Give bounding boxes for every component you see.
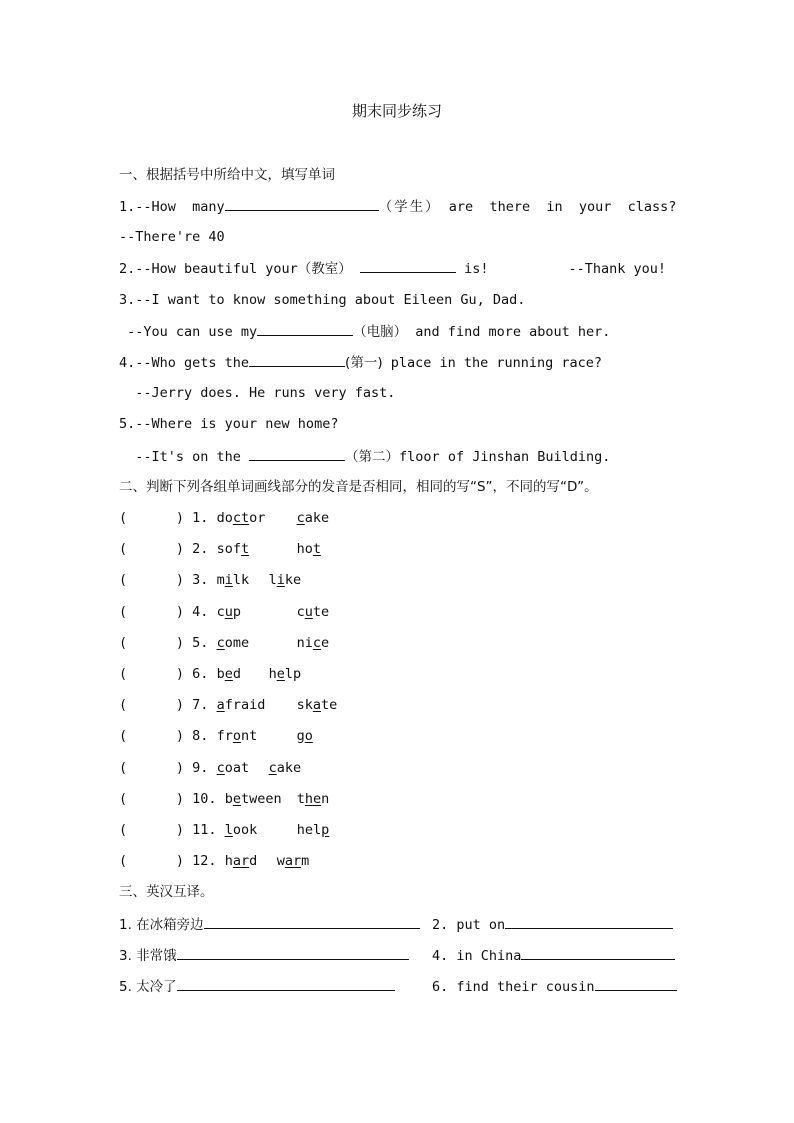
translation-row-1 (119, 914, 420, 934)
answer-paren[interactable]: ( ) (119, 510, 185, 526)
translation-blank[interactable] (177, 945, 409, 960)
item-number: 12. (192, 853, 217, 870)
underlined-sound: c (216, 759, 225, 776)
answer-blank-2[interactable] (360, 258, 456, 273)
question-3-line2 (119, 321, 610, 341)
question-5-line2 (119, 446, 610, 466)
q4-prefix: 4.--Who gets the (119, 355, 250, 371)
section1-heading: 一、根据括号中所给中文，填写单词 (119, 167, 335, 183)
question-5-line1: 5.--Where is your new home? (119, 416, 339, 432)
answer-blank-3[interactable] (257, 321, 353, 336)
word-2: help (296, 822, 330, 838)
translation-prompt: 1. 在冰箱旁边 (119, 917, 204, 933)
word-2: help (268, 666, 302, 682)
answer-paren[interactable]: ( ) (119, 728, 185, 745)
translation-row-2 (119, 945, 409, 965)
pronunciation-item (119, 726, 313, 746)
underlined-sound: i (276, 572, 285, 589)
q5-hint: （第二） (345, 449, 400, 465)
translation-prompt: 2. put on (432, 917, 506, 933)
question-1 (119, 196, 676, 216)
answer-paren[interactable]: ( ) (119, 759, 185, 776)
translation-row-3-right (432, 976, 677, 996)
word-1: afraid (216, 697, 266, 714)
pronunciation-item (119, 602, 329, 622)
underlined-sound: u (224, 603, 233, 620)
word-1: bed (216, 666, 241, 682)
translation-prompt: 5. 太冷了 (119, 979, 177, 995)
underlined-sound: e (276, 666, 285, 682)
q1-prefix: 1.--How many (119, 199, 225, 215)
q5-prefix: --It's on the (119, 449, 250, 465)
word-2: then (296, 790, 330, 807)
answer-paren[interactable]: ( ) (119, 572, 185, 589)
pronunciation-item (119, 570, 301, 590)
question-2 (119, 258, 666, 278)
pronunciation-item (119, 820, 329, 840)
underlined-sound: o (232, 728, 241, 745)
translation-row-1-right (432, 914, 673, 934)
underlined-sound: l (224, 822, 233, 838)
item-number: 7. (192, 697, 209, 714)
q1-hint: （学生） (378, 199, 441, 215)
word-1: come (216, 634, 250, 651)
answer-blank-1[interactable] (225, 196, 379, 211)
translation-row-3 (119, 976, 395, 996)
word-2: go (296, 728, 313, 745)
answer-paren[interactable]: ( ) (119, 634, 185, 651)
q1-suffix: are there in your class? (440, 199, 677, 215)
item-number: 11. (192, 822, 217, 838)
translation-blank[interactable] (505, 914, 673, 929)
question-3-line1: 3.--I want to know something about Eileen Gu, Dad. (119, 292, 526, 308)
underlined-sound: i (224, 572, 233, 589)
word-2: hot (296, 541, 321, 558)
translation-prompt: 4. in China (432, 948, 522, 964)
answer-paren[interactable]: ( ) (119, 790, 185, 807)
item-number: 10. (192, 790, 217, 807)
underlined-sound: a (312, 697, 321, 714)
q4-answer: --Jerry does. He runs very fast. (119, 385, 396, 401)
q5-suffix: floor of Jinshan Building. (399, 449, 611, 465)
item-number: 9. (192, 759, 209, 776)
answer-paren[interactable]: ( ) (119, 541, 185, 558)
word-2: cake (268, 759, 302, 776)
answer-paren[interactable]: ( ) (119, 603, 185, 620)
answer-blank-4[interactable] (249, 352, 345, 367)
section2-heading: 二、判断下列各组单词画线部分的发音是否相同，相同的写“S”，不同的写“D”。 (119, 479, 598, 495)
word-1: between (224, 790, 282, 807)
underlined-sound: ar (284, 853, 302, 870)
item-number: 8. (192, 728, 209, 745)
word-1: hard (224, 853, 258, 870)
word-2: skate (296, 697, 338, 714)
q3-hint: （电脑） (353, 324, 408, 340)
underlined-sound: a (216, 697, 225, 714)
item-number: 6. (192, 666, 209, 682)
underlined-sound: ar (232, 853, 250, 870)
q2-reply: --Thank you! (568, 261, 667, 277)
translation-prompt: 6. find their cousin (432, 979, 595, 995)
q4-hint: (第一) (345, 355, 383, 371)
underlined-sound: p (321, 822, 330, 838)
q3-prefix: --You can use my (119, 324, 258, 340)
underlined-sound: c (312, 634, 321, 651)
translation-blank[interactable] (521, 945, 675, 960)
pronunciation-item (119, 633, 329, 653)
word-1: front (216, 728, 258, 745)
section3-heading: 三、英汉互译。 (119, 884, 214, 900)
pronunciation-item (119, 508, 329, 528)
q4-suffix: place in the running race? (382, 355, 603, 371)
item-number: 3. (192, 572, 209, 589)
underlined-sound: e (224, 666, 233, 682)
word-1: milk (216, 572, 250, 589)
item-number: 1. (192, 510, 209, 526)
underlined-sound: t (312, 541, 321, 558)
pronunciation-item (119, 695, 337, 715)
answer-paren[interactable]: ( ) (119, 697, 185, 714)
item-number: 2. (192, 541, 209, 558)
translation-blank[interactable] (595, 976, 677, 991)
underlined-sound: he (304, 790, 322, 807)
word-2: cake (296, 510, 330, 526)
word-1: soft (216, 541, 250, 558)
underlined-sound: t (240, 541, 250, 558)
pronunciation-item (119, 851, 309, 871)
underlined-sound: c (296, 510, 305, 526)
underlined-sound: c (268, 759, 277, 776)
underlined-sound: u (304, 603, 313, 620)
underlined-sound: c (216, 634, 225, 651)
word-1: cup (216, 603, 241, 620)
worksheet-title: 期末同步练习 (351, 102, 442, 120)
word-2: like (268, 572, 302, 589)
translation-blank[interactable] (204, 914, 420, 929)
underlined-sound: ct (232, 510, 250, 526)
pronunciation-item (119, 539, 321, 559)
underlined-sound: e (232, 790, 241, 807)
pronunciation-item (119, 664, 301, 684)
translation-prompt: 3. 非常饿 (119, 948, 177, 964)
q1-answer: --There're 40 (119, 229, 225, 245)
word-2: cute (296, 603, 330, 620)
item-number: 4. (192, 603, 209, 620)
q2-prefix: 2.--How beautiful your（教室） (119, 261, 352, 277)
item-number: 5. (192, 634, 209, 651)
answer-paren[interactable]: ( ) (119, 853, 185, 870)
q3-suffix: and find more about her. (407, 324, 611, 340)
word-2: warm (276, 853, 310, 870)
word-2: nice (296, 634, 330, 651)
underlined-sound: o (304, 728, 313, 745)
pronunciation-item (119, 758, 301, 778)
answer-paren[interactable]: ( ) (119, 666, 185, 682)
translation-row-2-right (432, 945, 675, 965)
word-1: coat (216, 759, 250, 776)
translation-blank[interactable] (177, 976, 395, 991)
word-1: doctor (216, 510, 266, 526)
answer-paren[interactable]: ( ) (119, 822, 185, 838)
q2-suffix: is! (455, 261, 489, 277)
answer-blank-5[interactable] (249, 446, 345, 461)
pronunciation-item (119, 789, 329, 809)
word-1: look (224, 822, 258, 838)
question-4 (119, 352, 602, 372)
